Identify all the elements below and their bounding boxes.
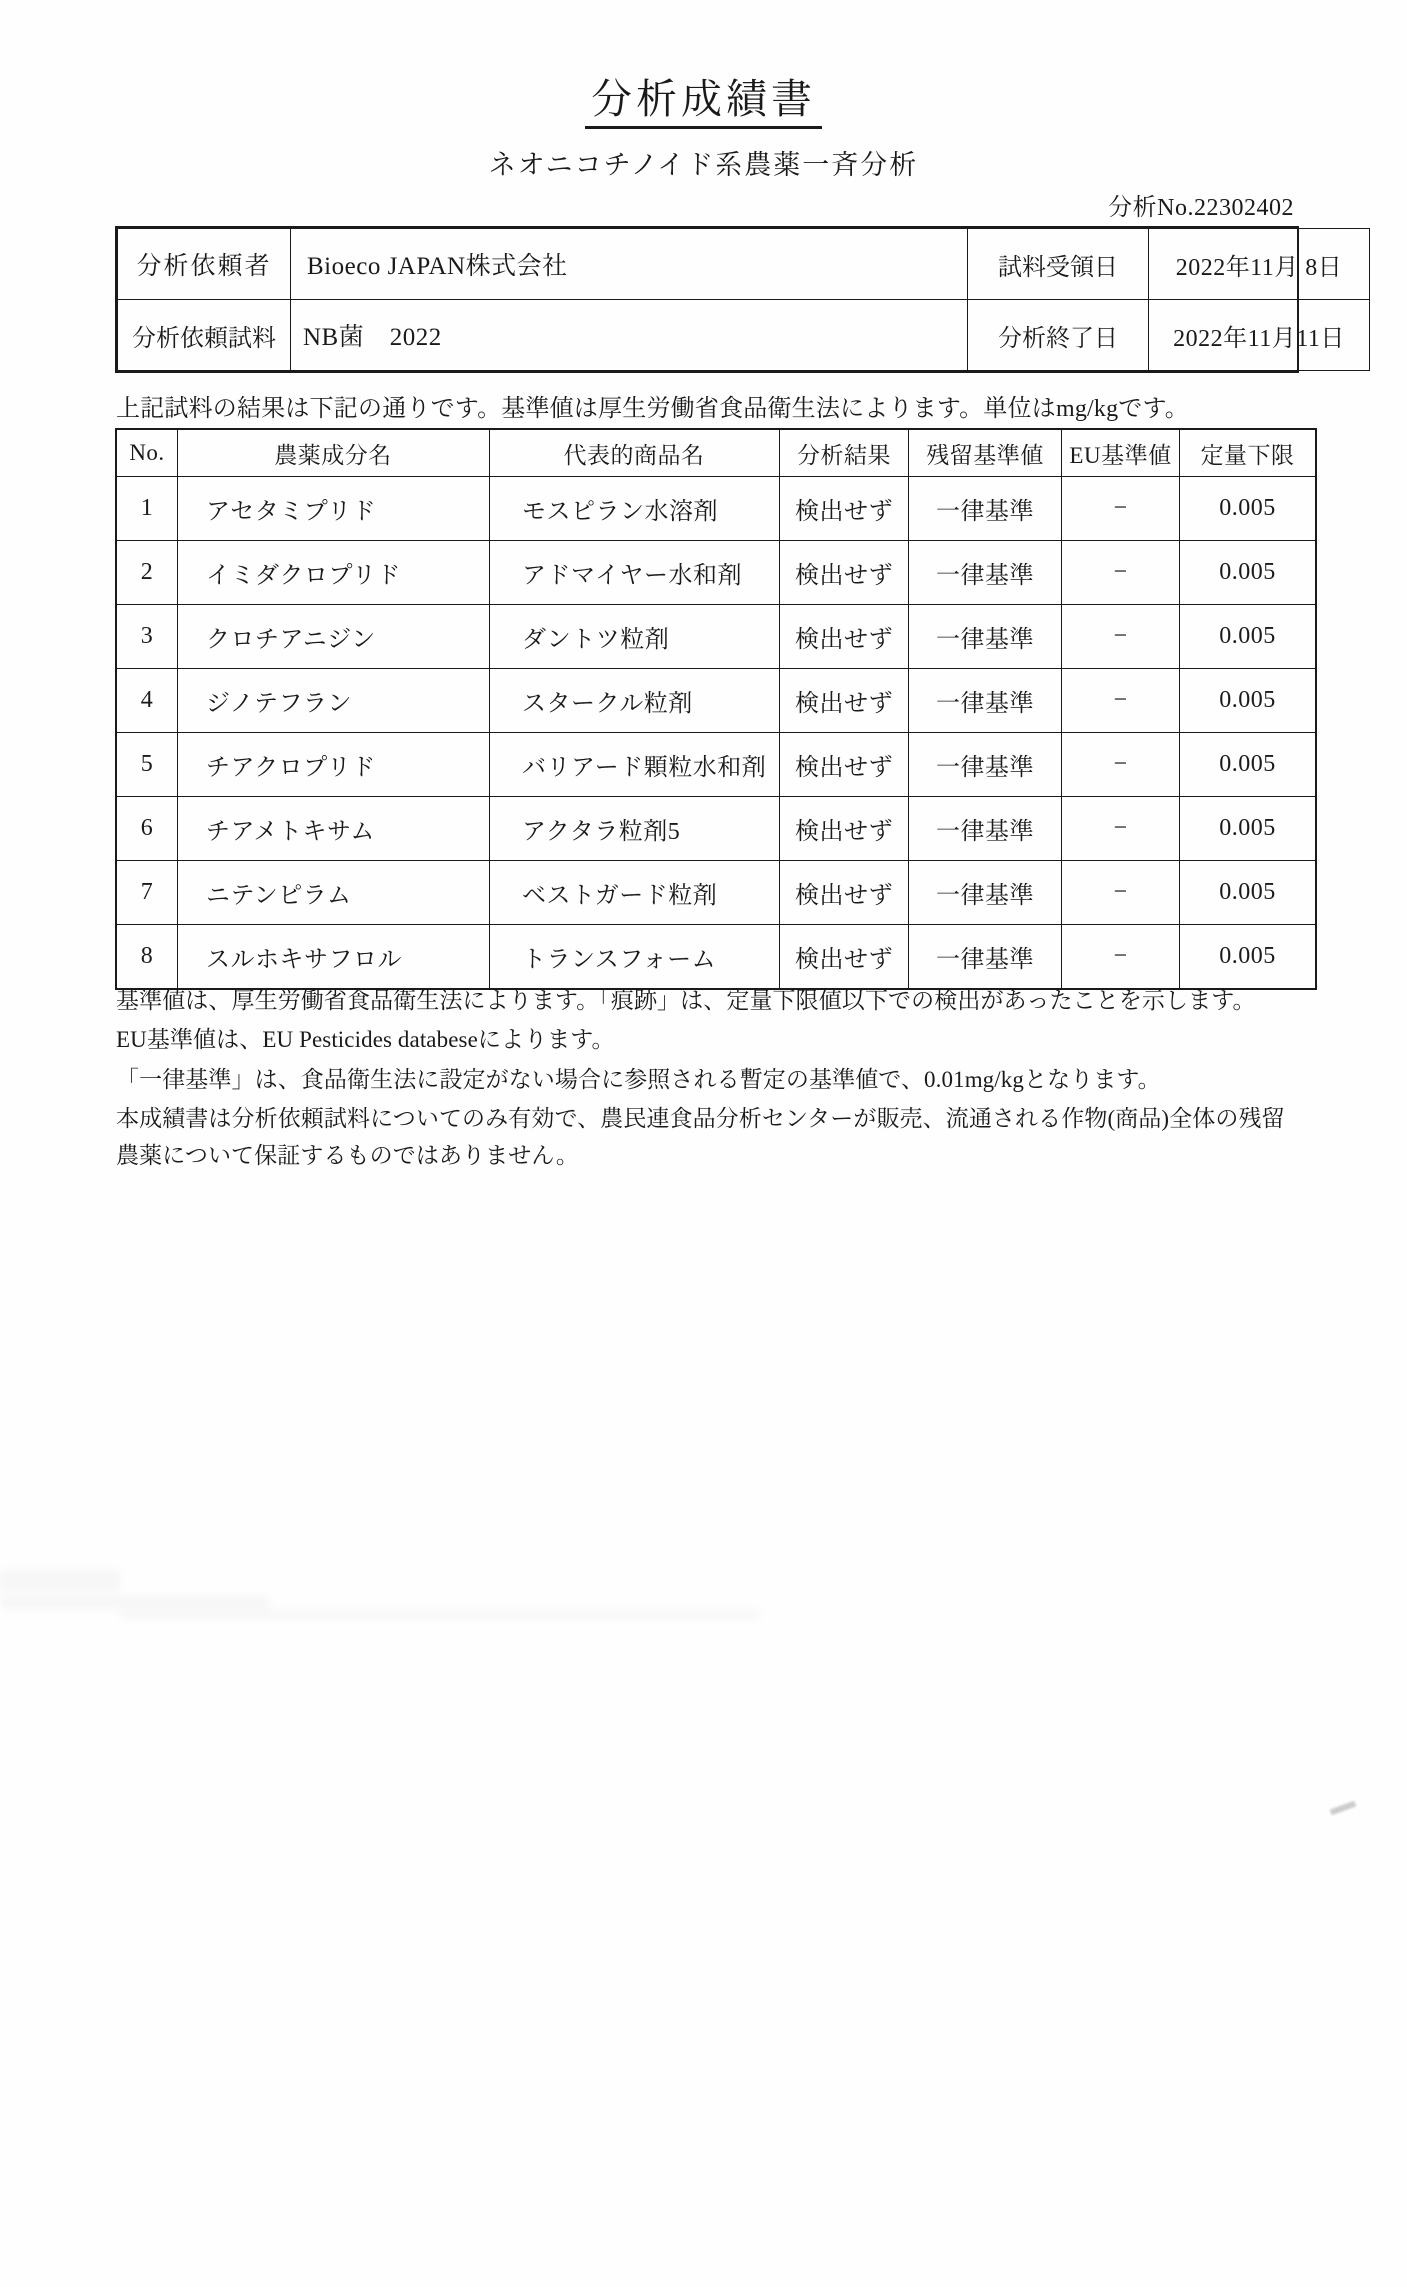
cell-agent: クロチアニジン — [178, 605, 490, 669]
scan-artifact — [120, 1610, 760, 1619]
cell-lod: 0.005 — [1180, 861, 1317, 925]
sample-value: NB菌 2022 — [291, 300, 968, 371]
cell-result: 検出せず — [780, 925, 909, 990]
footnote: 本成績書は分析依頼試料についてのみ有効で、農民連食品分析センターが販売、流通される作物(商品)全体の残留農薬について保証するものではありません。 — [116, 1105, 1285, 1168]
cell-result: 検出せず — [780, 541, 909, 605]
cell-residue-limit: 一律基準 — [909, 733, 1062, 797]
cell-lod: 0.005 — [1180, 669, 1317, 733]
header-eu-limit: EU基準値 — [1062, 429, 1180, 477]
table-row — [116, 605, 1316, 669]
page-subtitle: ネオニコチノイド系農薬一斉分析 — [488, 150, 919, 180]
cell-agent: ジノテフラン — [178, 669, 490, 733]
cell-residue-limit: 一律基準 — [909, 797, 1062, 861]
scan-artifact — [1330, 1801, 1356, 1816]
cell-lod: 0.005 — [1180, 477, 1317, 541]
cell-lod: 0.005 — [1180, 925, 1317, 990]
results-table-head — [116, 429, 1316, 477]
cell-result: 検出せず — [780, 861, 909, 925]
header-result: 分析結果 — [780, 429, 909, 477]
table-header-row — [116, 429, 1316, 477]
requester-label: 分析依頼者 — [118, 229, 291, 300]
table-row — [116, 477, 1316, 541]
cell-no: 5 — [116, 733, 178, 797]
sample-label: 分析依頼試料 — [118, 300, 291, 371]
table-row — [116, 861, 1316, 925]
footnote: 基準値は、厚生労働省食品衛生法によります。「痕跡」は、定量下限値以下での検出があったことを示します。 — [116, 988, 1256, 1013]
scan-artifact — [0, 1596, 270, 1609]
cell-agent: スルホキサフロル — [178, 925, 490, 990]
info-row-requester — [118, 229, 1370, 300]
cell-eu-limit: − — [1062, 541, 1180, 605]
cell-residue-limit: 一律基準 — [909, 861, 1062, 925]
page-title: 分析成績書 — [585, 78, 822, 129]
cell-no: 8 — [116, 925, 178, 990]
cell-eu-limit: − — [1062, 605, 1180, 669]
cell-eu-limit: − — [1062, 733, 1180, 797]
cell-agent: チアメトキサム — [178, 797, 490, 861]
cell-residue-limit: 一律基準 — [909, 669, 1062, 733]
cell-agent: アセタミプリド — [178, 477, 490, 541]
cell-product: モスピラン水溶剤 — [490, 477, 780, 541]
table-row — [116, 733, 1316, 797]
cell-product: ダントツ粒剤 — [490, 605, 780, 669]
completed-date-label: 分析終了日 — [968, 300, 1149, 371]
cell-result: 検出せず — [780, 669, 909, 733]
requester-value: Bioeco JAPAN株式会社 — [291, 229, 968, 300]
cell-no: 3 — [116, 605, 178, 669]
footnote: 「一律基準」は、食品衛生法に設定がない場合に参照される暫定の基準値で、0.01mg/kgとなります。 — [116, 1066, 1161, 1092]
cell-lod: 0.005 — [1180, 541, 1317, 605]
cell-no: 6 — [116, 797, 178, 861]
intro-note: 上記試料の結果は下記の通りです。基準値は厚生労働省食品衛生法によります。単位はmg/kgです。 — [116, 396, 1189, 422]
received-date-label: 試料受領日 — [968, 229, 1149, 300]
cell-agent: ニテンピラム — [178, 861, 490, 925]
table-row — [116, 925, 1316, 990]
results-table — [115, 428, 1317, 990]
cell-residue-limit: 一律基準 — [909, 541, 1062, 605]
cell-product: アクタラ粒剤5 — [490, 797, 780, 861]
cell-residue-limit: 一律基準 — [909, 925, 1062, 990]
analysis-number: 分析No.22302402 — [1108, 195, 1294, 221]
cell-eu-limit: − — [1062, 925, 1180, 990]
cell-eu-limit: − — [1062, 669, 1180, 733]
cell-product: トランスフォーム — [490, 925, 780, 990]
cell-result: 検出せず — [780, 733, 909, 797]
cell-product: アドマイヤー水和剤 — [490, 541, 780, 605]
header-product: 代表的商品名 — [490, 429, 780, 477]
cell-lod: 0.005 — [1180, 605, 1317, 669]
received-date-value: 2022年11月 8日 — [1149, 229, 1370, 300]
header-residue-limit: 残留基準値 — [909, 429, 1062, 477]
cell-eu-limit: − — [1062, 797, 1180, 861]
cell-product: ベストガード粒剤 — [490, 861, 780, 925]
cell-residue-limit: 一律基準 — [909, 605, 1062, 669]
header-lod: 定量下限 — [1180, 429, 1317, 477]
cell-eu-limit: − — [1062, 477, 1180, 541]
table-row — [116, 541, 1316, 605]
table-row — [116, 797, 1316, 861]
cell-agent: チアクロプリド — [178, 733, 490, 797]
cell-residue-limit: 一律基準 — [909, 477, 1062, 541]
table-row — [116, 669, 1316, 733]
header-no: No. — [116, 429, 178, 477]
cell-product: バリアード顆粒水和剤 — [490, 733, 780, 797]
footnotes-block — [116, 982, 1316, 1176]
completed-date-value: 2022年11月11日 — [1149, 300, 1370, 371]
title-block — [0, 78, 1407, 129]
header-agent: 農薬成分名 — [178, 429, 490, 477]
cell-lod: 0.005 — [1180, 733, 1317, 797]
cell-result: 検出せず — [780, 797, 909, 861]
cell-agent: イミダクロプリド — [178, 541, 490, 605]
cell-no: 1 — [116, 477, 178, 541]
cell-no: 2 — [116, 541, 178, 605]
results-table-body — [116, 477, 1316, 990]
cell-lod: 0.005 — [1180, 797, 1317, 861]
info-row-sample — [118, 300, 1370, 371]
footnote: EU基準値は、EU Pesticides databeseによります。 — [116, 1027, 615, 1053]
cell-result: 検出せず — [780, 477, 909, 541]
scan-artifact — [0, 1570, 120, 1592]
cell-no: 4 — [116, 669, 178, 733]
report-info-box — [115, 226, 1345, 373]
cell-result: 検出せず — [780, 605, 909, 669]
cell-no: 7 — [116, 861, 178, 925]
cell-eu-limit: − — [1062, 861, 1180, 925]
cell-product: スタークル粒剤 — [490, 669, 780, 733]
